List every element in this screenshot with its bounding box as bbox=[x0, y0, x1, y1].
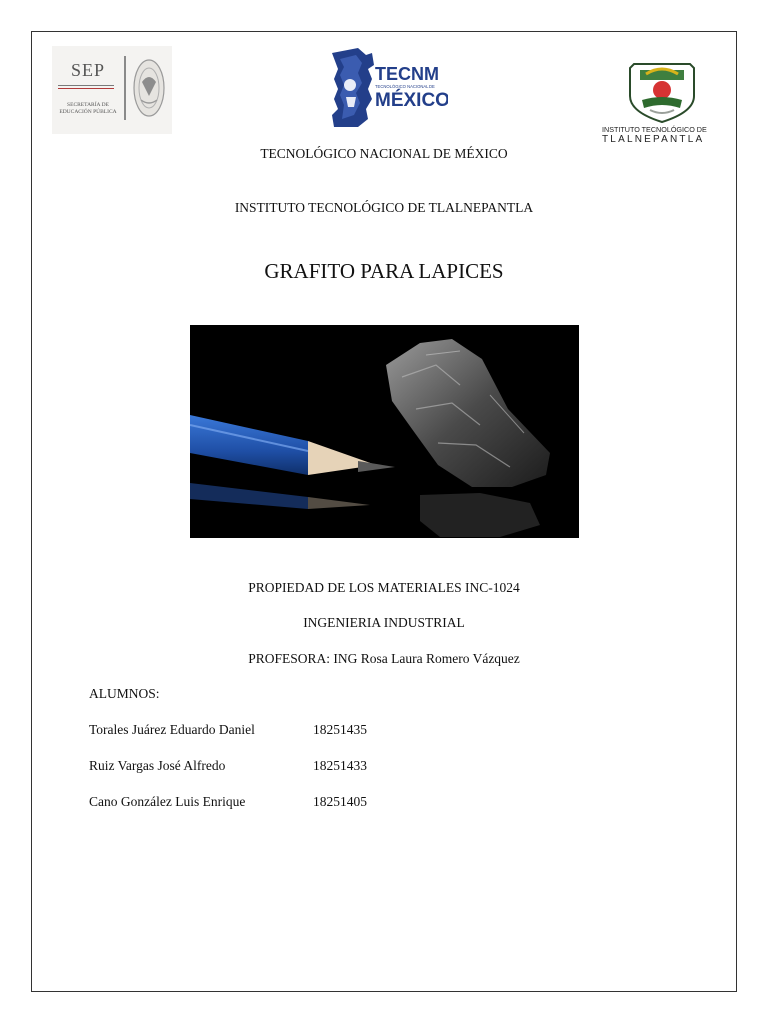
itt-shield-icon bbox=[602, 60, 722, 124]
tecnm-logo-country: MÉXICO bbox=[375, 90, 448, 111]
professor-line: PROFESORA: ING Rosa Laura Romero Vázquez bbox=[248, 651, 520, 666]
document-title: GRAFITO PARA LAPICES bbox=[264, 259, 504, 283]
institution-name: TECNOLÓGICO NACIONAL DE MÉXICO bbox=[260, 146, 508, 161]
students-heading: ALUMNOS: bbox=[89, 686, 160, 701]
student-id: 18251405 bbox=[313, 794, 367, 809]
student-id: 18251433 bbox=[313, 758, 367, 773]
itt-tlalnepantla-logo bbox=[602, 60, 722, 150]
subject-line: PROPIEDAD DE LOS MATERIALES INC-1024 bbox=[248, 580, 520, 595]
sep-logo bbox=[52, 46, 172, 134]
sep-logo-title: SEP bbox=[70, 60, 106, 80]
campus-name: INSTITUTO TECNOLÓGICO DE TLALNEPANTLA bbox=[234, 200, 534, 215]
career-line: INGENIERIA INDUSTRIAL bbox=[303, 615, 465, 630]
sep-logo-subtitle: SECRETARÍA DE EDUCACIÓN PÚBLICA bbox=[59, 102, 117, 115]
pencil-graphite-image bbox=[190, 325, 579, 538]
student-name: Ruiz Vargas José Alfredo bbox=[89, 758, 226, 773]
tecnm-logo bbox=[328, 45, 448, 131]
svg-text:DE: DE bbox=[429, 84, 435, 89]
student-id: 18251435 bbox=[313, 722, 367, 737]
student-name: Torales Juárez Eduardo Daniel bbox=[89, 722, 255, 737]
student-name: Cano González Luis Enrique bbox=[89, 794, 246, 809]
itt-logo-line2: TLALNEPANTLA bbox=[602, 134, 705, 145]
mexico-seal-icon bbox=[132, 56, 166, 120]
itt-logo-line1: INSTITUTO TECNOLÓGICO DE bbox=[602, 125, 707, 134]
svg-text:TECNOLÓGICO NACIONAL: TECNOLÓGICO NACIONAL bbox=[375, 84, 429, 89]
tecnm-logo-name: TECNM bbox=[375, 64, 439, 84]
